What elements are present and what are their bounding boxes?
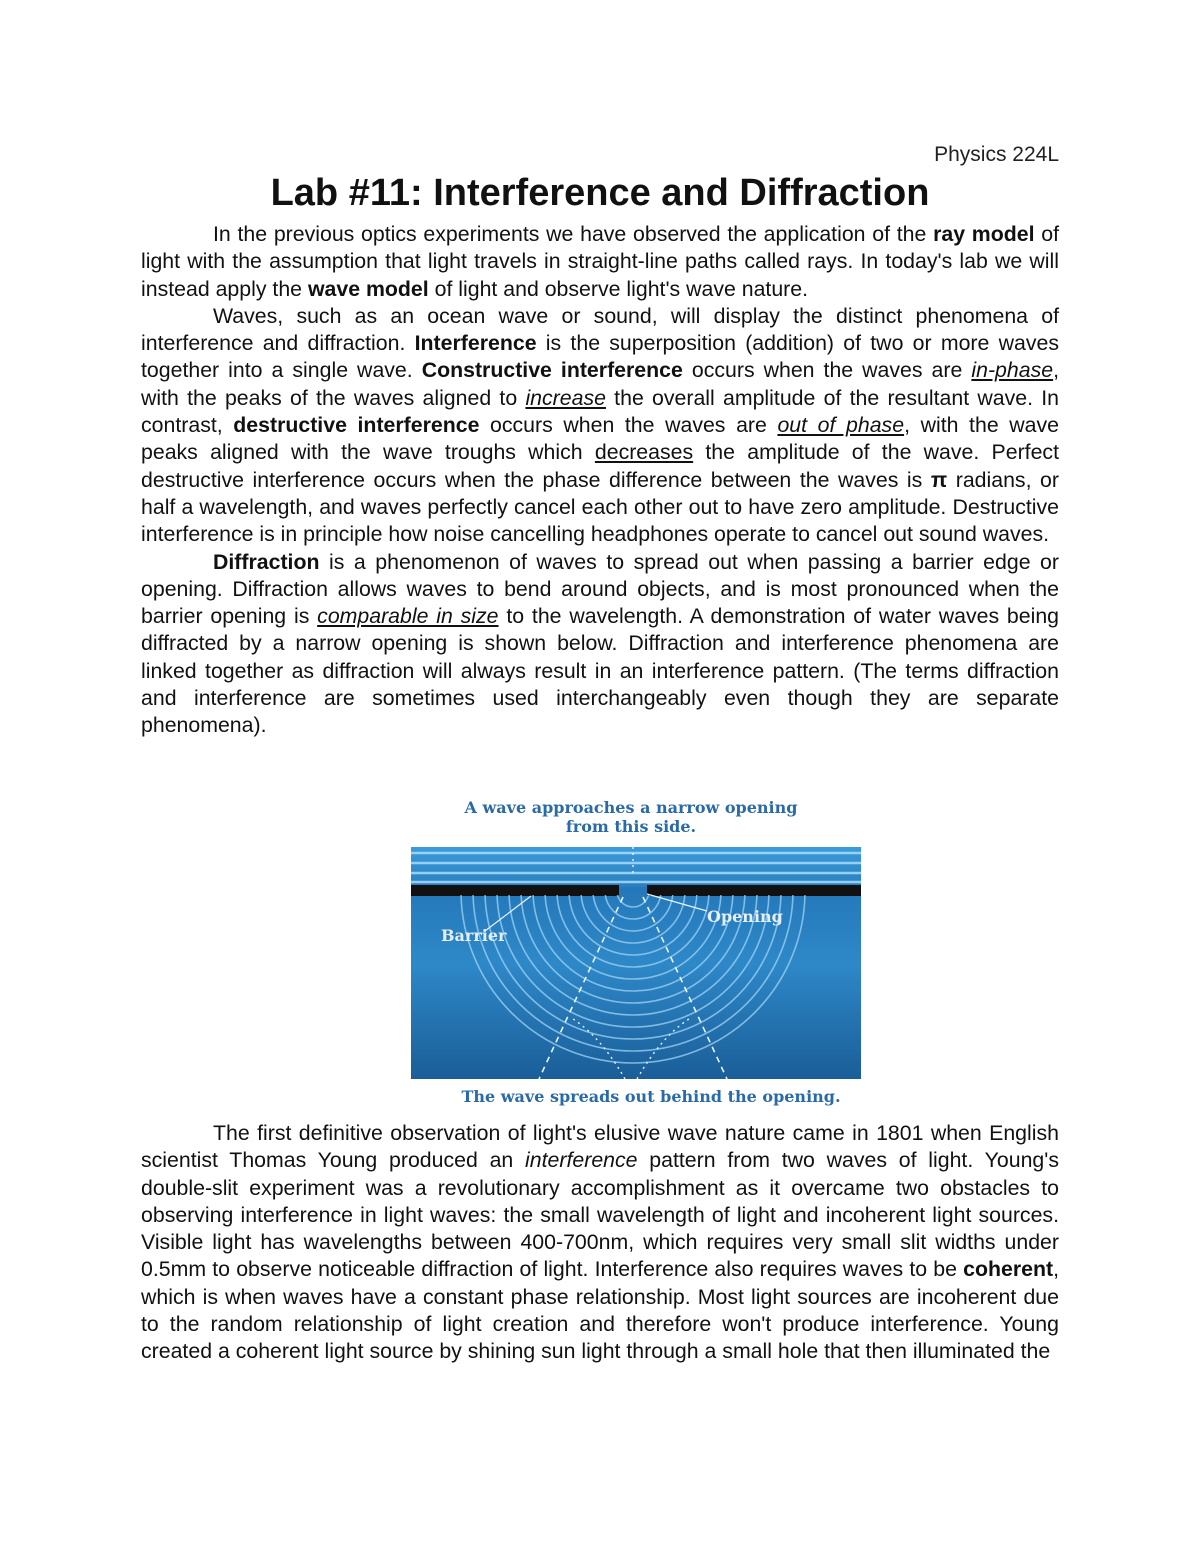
text-run: In the previous optics experiments we have observed the application of the: [213, 222, 934, 246]
text-run: radians, or half a wavelength, and waves perfectly cancel each other out to have zero amplitude. Destructive interference is in principle how noise cancelling headphones operate to cancel out sound waves.: [141, 467, 1059, 547]
page-title: Lab #11: Interference and Diffraction: [270, 172, 930, 214]
figure-top-caption: A wave approaches a narrow opening from this side.: [464, 798, 798, 836]
text-run: of light with the assumption that light travels in straight-line paths called rays. In today's lab we will instead apply the: [141, 222, 1059, 301]
text-run: the overall amplitude of the resultant wave. In contrast,: [141, 385, 1060, 438]
text-run: , with the wave peaks aligned with the wave troughs which: [141, 413, 1059, 465]
term-diffraction: Diffraction: [213, 549, 320, 574]
text-run: , with the peaks of the waves aligned to: [141, 358, 1059, 410]
paragraph-diffraction: [141, 549, 1059, 740]
emphasis-decreases: decreases: [594, 440, 694, 465]
intro-section: [141, 221, 1059, 740]
emphasis-increase: increase: [525, 385, 606, 410]
text-run: the amplitude of the wave. Perfect destructive interference occurs when the phase difference between the waves is: [141, 440, 1059, 492]
pi-symbol: π: [930, 467, 948, 492]
course-label: Physics 224L: [934, 143, 1059, 166]
figure-bottom-caption: The wave spreads out behind the opening.: [461, 1087, 841, 1106]
term-destructive-interference: destructive interference: [233, 413, 480, 438]
emphasis-comparable-in-size: comparable in size: [317, 604, 499, 629]
text-run: to the wavelength. A demonstration of water waves being diffracted by a narrow opening is shown below. Diffraction and interference phenomena are linked together as diffraction will always result in an interference pattern. (The terms diffraction and interference are sometimes used interchangeably even though they are separate phenomena).: [141, 604, 1060, 738]
emphasis-out-of-phase: out of phase: [777, 413, 905, 438]
emphasis-in-phase: in-phase: [971, 358, 1054, 383]
text-run: Waves, such as an ocean wave or sound, will display the distinct phenomena of interference and diffraction.: [141, 303, 1059, 356]
term-wave-model: wave model: [307, 276, 429, 301]
paragraph-interference: [141, 303, 1059, 549]
barrier-right: [647, 885, 861, 896]
term-ray-model: ray model: [933, 222, 1035, 246]
term-coherent: coherent: [963, 1257, 1054, 1282]
opening-label: Opening: [707, 907, 783, 926]
text-run: occurs when the waves are: [479, 413, 778, 438]
text-run: is a phenomenon of waves to spread out when passing a barrier edge or opening. Diffraction allows waves to bend around objects, and is most pronounced when the barrier opening is: [141, 549, 1059, 629]
diffraction-figure: [411, 798, 861, 1110]
emphasis-interference: interference: [525, 1148, 638, 1173]
barrier-label: Barrier: [441, 926, 507, 945]
text-run: is the superposition (addition) of two or more waves together into a single wave.: [141, 331, 1059, 383]
text-run: , which is when waves have a constant phase relationship. Most light sources are incoherent due to the random relationship of light creation and therefore won't produce interference. Young created a coherent light source by shining sun light through a small hole that then illuminated the: [141, 1257, 1059, 1364]
wave-tank-image: [411, 847, 861, 1079]
barrier-left: [411, 885, 619, 896]
text-run: occurs when the waves are: [682, 358, 972, 383]
text-run: pattern from two waves of light. Young's double-slit experiment was a revolutionary accomplishment as it overcame two obstacles to observing interference in light waves: the small wavelength of light and incoherent light sources. Visible light has wavelengths between 400-700nm, which requires very small slit widths under 0.5mm to observe noticeable diffraction of light. Interference also requires waves to be: [141, 1148, 1059, 1282]
text-run: of light and observe light's wave nature.: [428, 276, 809, 301]
term-interference: Interference: [414, 331, 537, 356]
term-constructive-interference: Constructive interference: [421, 358, 683, 383]
text-run: The first definitive observation of light's elusive wave nature came in 1801 when English scientist Thomas Young produced an: [141, 1121, 1059, 1173]
paragraph-young: [141, 1120, 1059, 1366]
young-section: [141, 1120, 1059, 1366]
paragraph-ray-model: [141, 221, 1059, 303]
